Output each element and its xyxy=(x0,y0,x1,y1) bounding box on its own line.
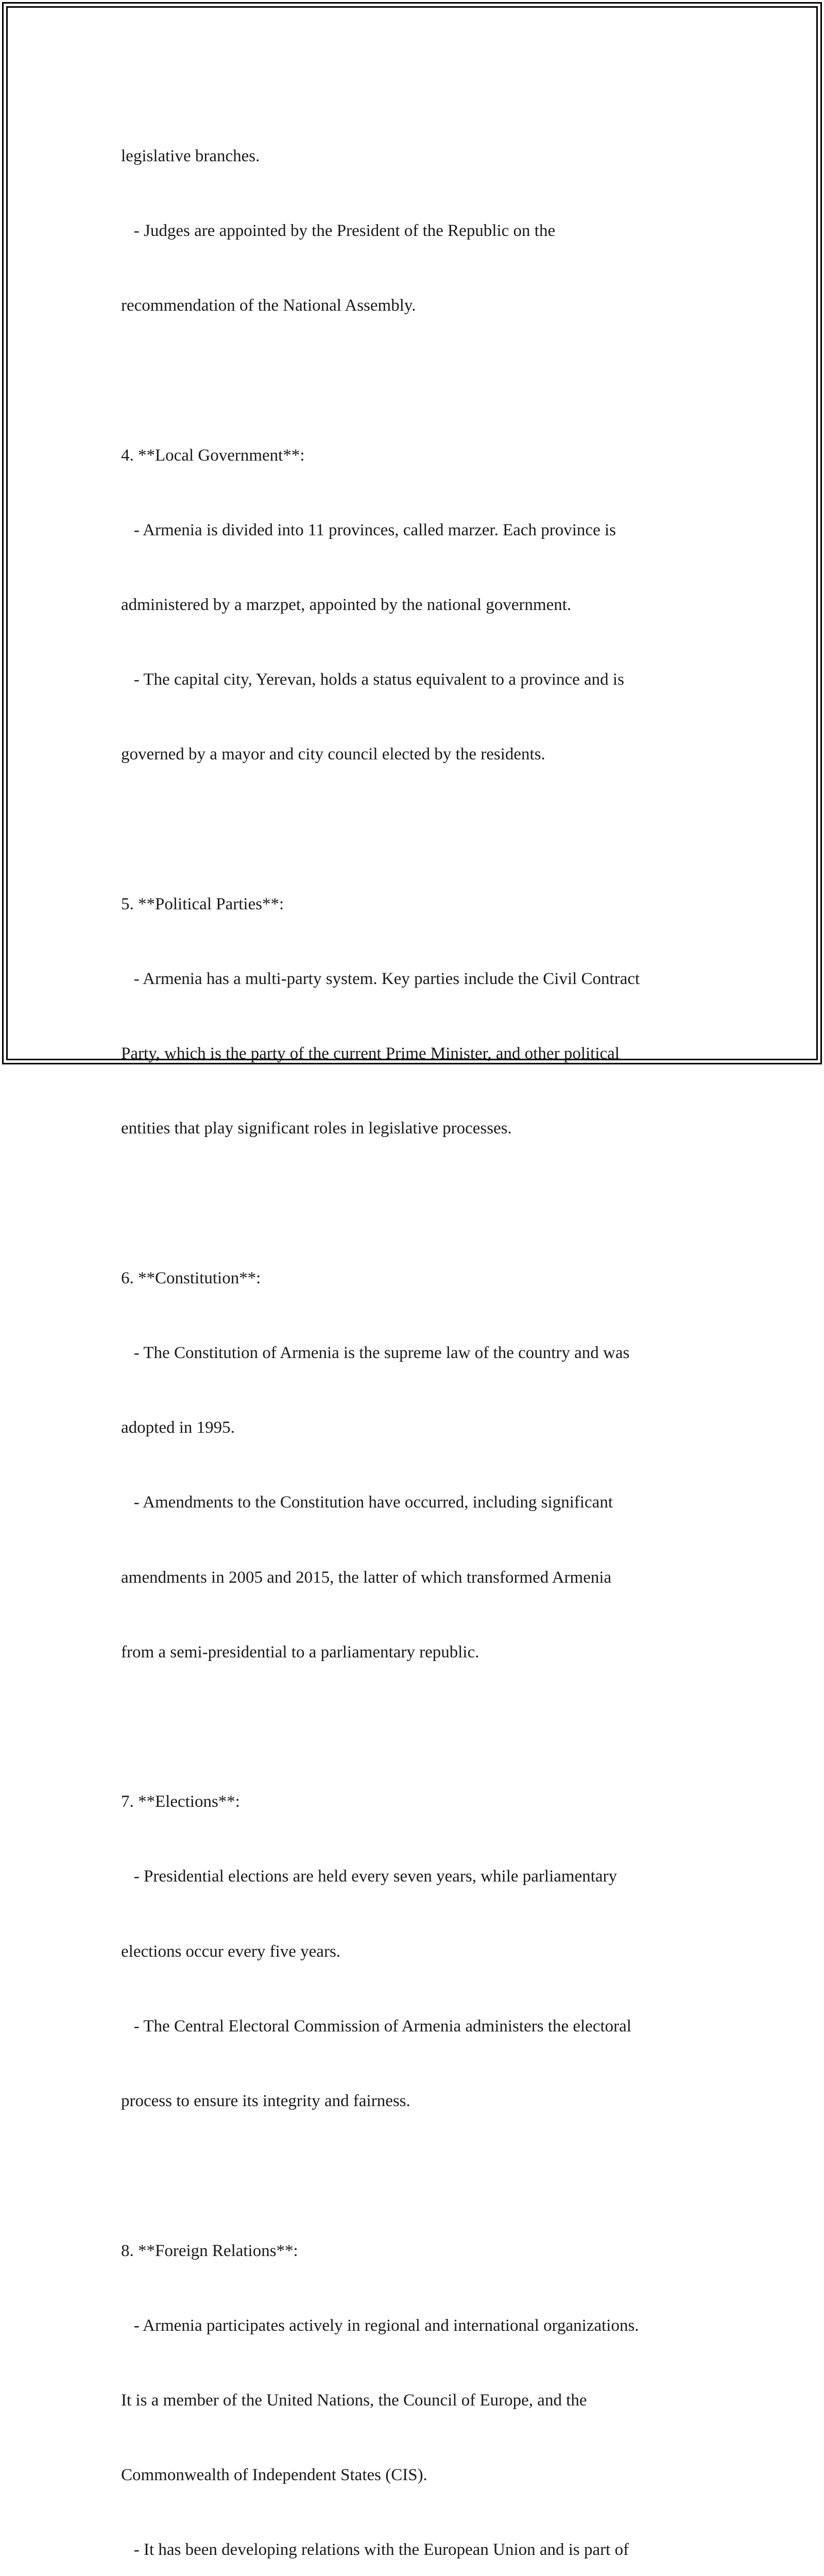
text-line: - Armenia participates actively in regional and international organizations. xyxy=(121,2316,639,2335)
text-line: legislative branches. xyxy=(121,146,260,165)
text-line: - Presidential elections are held every seven years, while parliamentary xyxy=(121,1867,617,1886)
section-heading-local-government: 4. **Local Government**: xyxy=(121,446,305,465)
text-line: It is a member of the United Nations, the Council of Europe, and the xyxy=(121,2391,587,2410)
text-line: - Amendments to the Constitution have occurred, including significant xyxy=(121,1493,613,1512)
section-heading-political-parties: 5. **Political Parties**: xyxy=(121,894,284,913)
section-heading-elections: 7. **Elections**: xyxy=(121,1792,240,1811)
text-line: Party, which is the party of the current Prime Minister, and other political xyxy=(121,1044,620,1063)
text-line: adopted in 1995. xyxy=(121,1418,235,1437)
text-line: administered by a marzpet, appointed by the national government. xyxy=(121,596,572,615)
blank-line xyxy=(121,1715,729,1739)
blank-line xyxy=(121,817,729,842)
text-line: - Armenia has a multi-party system. Key parties include the Civil Contract xyxy=(121,970,640,989)
blank-line xyxy=(121,2163,729,2188)
text-line: recommendation of the National Assembly. xyxy=(121,296,416,315)
text-line: - Armenia is divided into 11 provinces, called marzer. Each province is xyxy=(121,520,616,539)
document-body xyxy=(121,94,729,2576)
text-line: entities that play significant roles in legislative processes. xyxy=(121,1119,512,1138)
section-heading-constitution: 6. **Constitution**: xyxy=(121,1268,261,1287)
text-line: - It has been developing relations with the European Union and is part of xyxy=(121,2540,629,2560)
blank-line xyxy=(121,368,729,393)
text-line: governed by a mayor and city council elected by the residents. xyxy=(121,745,545,764)
text-line: - Judges are appointed by the President of the Republic on the xyxy=(121,222,556,241)
text-line: process to ensure its integrity and fairness. xyxy=(121,2092,410,2111)
text-line: - The Central Electoral Commission of Armenia administers the electoral xyxy=(121,2016,631,2036)
text-line: - The Constitution of Armenia is the supreme law of the country and was xyxy=(121,1344,630,1363)
text-line: - The capital city, Yerevan, holds a status equivalent to a province and is xyxy=(121,670,624,689)
text-line: from a semi-presidential to a parliamentary republic. xyxy=(121,1642,479,1662)
section-heading-foreign-relations: 8. **Foreign Relations**: xyxy=(121,2241,298,2260)
blank-line xyxy=(121,1191,729,1216)
text-line: Commonwealth of Independent States (CIS). xyxy=(121,2466,427,2485)
text-line: elections occur every five years. xyxy=(121,1942,341,1961)
text-line: amendments in 2005 and 2015, the latter of which transformed Armenia xyxy=(121,1568,612,1587)
